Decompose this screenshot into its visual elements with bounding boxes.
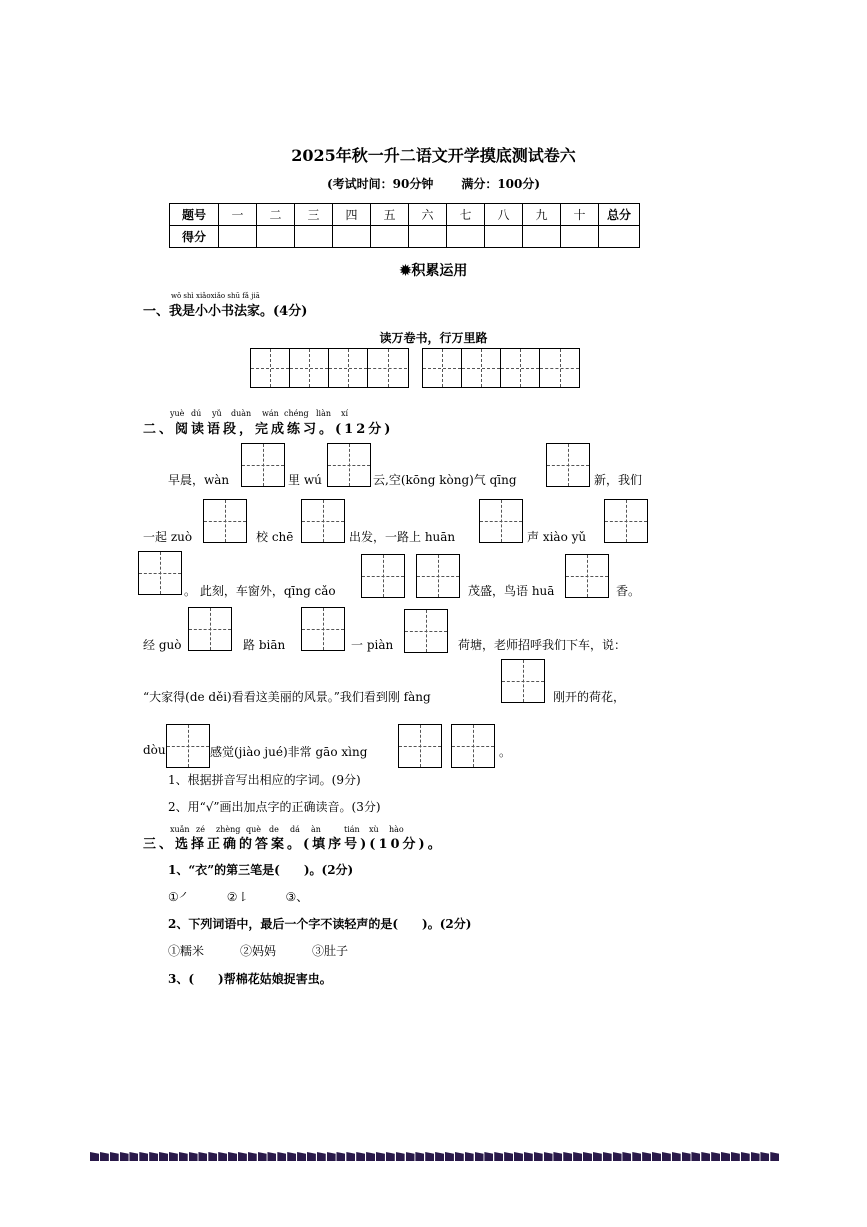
q3-item-2-options: ①糯米 ②妈妈 ③肚子 (168, 944, 349, 958)
q3-pinyin-6: dá (290, 825, 300, 834)
passage-text: 感觉(jiào jué)非常 gāo xìng (210, 745, 368, 759)
copy-grid-right[interactable] (422, 348, 580, 388)
score-table-header-row (170, 204, 640, 226)
copy-text: 读万卷书，行万里路 (379, 331, 488, 345)
answer-grid-box[interactable] (361, 554, 405, 598)
answer-grid-box[interactable] (301, 607, 345, 651)
q2-pinyin-5: wán (262, 409, 279, 418)
answer-grid-box[interactable] (188, 607, 232, 651)
passage-text: 香。 (616, 584, 641, 598)
score-table-cell: 十 (561, 204, 599, 226)
copy-cell[interactable] (368, 349, 407, 387)
q2-pinyin-8: xí (341, 409, 349, 418)
passage-text: 里 wú (288, 473, 322, 487)
section-title-text: 积累运用 (411, 263, 468, 279)
answer-grid-box[interactable] (416, 554, 460, 598)
q3-item-3-stem: 3、( )帮棉花姑娘捉害虫。 (168, 972, 332, 986)
score-input-cell[interactable] (371, 226, 409, 248)
copy-cell[interactable] (540, 349, 579, 387)
q2-pinyin-3: yǔ (212, 409, 222, 418)
answer-grid-box[interactable] (565, 554, 609, 598)
passage-text: 声 xiào yǔ (527, 530, 587, 544)
answer-grid-box[interactable] (479, 499, 523, 543)
answer-grid-box[interactable] (166, 724, 210, 768)
score-table-cell: 二 (257, 204, 295, 226)
passage-text: 。 (499, 745, 512, 759)
score-table (169, 203, 640, 248)
q3-item-1-stem: 1、“衣”的第三笔是( )。(2分) (168, 863, 354, 877)
answer-grid-box[interactable] (604, 499, 648, 543)
score-input-cell[interactable] (333, 226, 371, 248)
passage-text: 。 此刻，车窗外，qīng cǎo (184, 584, 336, 598)
score-table-cell: 题号 (170, 204, 219, 226)
score-table-cell: 一 (219, 204, 257, 226)
q2-pinyin-7: liàn (316, 409, 332, 418)
passage-text: 新，我们 (594, 473, 643, 487)
answer-grid-box[interactable] (203, 499, 247, 543)
passage-text: dòu (143, 743, 166, 757)
q3-title: 三、选择正确的答案。(填序号)(10分)。 (143, 837, 444, 852)
answer-grid-box[interactable] (404, 609, 448, 653)
copy-cell[interactable] (423, 349, 462, 387)
q2-pinyin-1: yuè (170, 409, 185, 418)
section-marker-icon: ✹ (399, 263, 412, 279)
q1-pinyin: wǒ shì xiǎoxiǎo shū fǎ jiā (171, 292, 260, 300)
score-table-cell: 七 (447, 204, 485, 226)
passage-text: 云,空(kōng kòng)气 qīng (373, 473, 517, 487)
score-input-cell[interactable] (257, 226, 295, 248)
score-table-cell: 八 (485, 204, 523, 226)
q3-pinyin-2: zé (196, 825, 205, 834)
section-title (0, 260, 867, 280)
answer-grid-box[interactable] (301, 499, 345, 543)
passage-text: 早晨，wàn (168, 473, 230, 487)
passage-text: 一 piàn (351, 638, 394, 652)
passage-text: 出发，一路上 huān (349, 530, 456, 544)
q3-pinyin-1: xuǎn (170, 825, 190, 834)
q3-item-1-options: ①㇒ ②㇙ ③、 (168, 890, 309, 904)
passage-text: 经 guò (143, 638, 182, 652)
score-table-cell: 五 (371, 204, 409, 226)
answer-grid-box[interactable] (501, 659, 545, 703)
q3-pinyin-7: àn (311, 825, 321, 834)
score-table-score-row (170, 226, 640, 248)
q2-pinyin-4: duàn (231, 409, 252, 418)
q2-title: 二、阅读语段，完成练习。(12分) (143, 422, 394, 437)
score-input-cell[interactable] (219, 226, 257, 248)
score-input-cell[interactable] (485, 226, 523, 248)
q3-pinyin-9: xù (369, 825, 379, 834)
decorative-footer-border (90, 1152, 780, 1164)
q2-subquestion-1: 1、根据拼音写出相应的字词。(9分) (168, 773, 361, 787)
q3-pinyin-4: què (246, 825, 262, 834)
answer-grid-box[interactable] (398, 724, 442, 768)
copy-cell[interactable] (329, 349, 368, 387)
score-table-cell: 三 (295, 204, 333, 226)
copy-cell[interactable] (290, 349, 329, 387)
score-row-label: 得分 (170, 226, 219, 248)
copy-cell[interactable] (251, 349, 290, 387)
copy-cell[interactable] (462, 349, 501, 387)
score-table-cell: 六 (409, 204, 447, 226)
passage-text: “大家得(de děi)看看这美丽的风景。”我们看到刚 fàng (143, 690, 431, 704)
answer-grid-box[interactable] (451, 724, 495, 768)
passage-text: 一起 zuò (143, 530, 193, 544)
score-table-cell: 总分 (599, 204, 640, 226)
answer-grid-box[interactable] (241, 443, 285, 487)
answer-grid-box[interactable] (138, 551, 182, 595)
score-table-cell: 九 (523, 204, 561, 226)
score-input-cell[interactable] (561, 226, 599, 248)
passage-text: 路 biān (243, 638, 286, 652)
q3-item-2-stem: 2、下列词语中，最后一个字不读轻声的是( )。(2分) (168, 917, 472, 931)
q2-pinyin-2: dú (191, 409, 202, 418)
exam-total-score: 满分：100分) (461, 177, 541, 191)
exam-time: (考试时间：90分钟 (326, 177, 434, 191)
passage-text: 荷塘，老师招呼我们下车，说： (458, 638, 627, 652)
answer-grid-box[interactable] (327, 443, 371, 487)
exam-title: 2025年秋一升二语文开学摸底测试卷六 (291, 146, 576, 165)
copy-grid-left[interactable] (250, 348, 409, 388)
q3-pinyin-5: de (269, 825, 279, 834)
q2-pinyin-6: chéng (284, 409, 309, 418)
score-input-cell[interactable] (295, 226, 333, 248)
exam-subtitle (0, 175, 867, 192)
score-input-cell[interactable] (599, 226, 640, 248)
score-input-cell[interactable] (523, 226, 561, 248)
answer-grid-box[interactable] (546, 443, 590, 487)
copy-cell[interactable] (501, 349, 540, 387)
q1-title: 一、我是小小书法家。(4分) (143, 304, 308, 319)
q3-pinyin-8: tián (344, 825, 360, 834)
q2-subquestion-2: 2、用“√”画出加点字的正确读音。(3分) (168, 800, 381, 814)
passage-text: 刚开的荷花， (553, 690, 626, 704)
q3-pinyin-3: zhèng (216, 825, 241, 834)
score-table-cell: 四 (333, 204, 371, 226)
passage-text: 校 chē (256, 530, 294, 544)
passage-text: 茂盛，鸟语 huā (468, 584, 555, 598)
score-input-cell[interactable] (409, 226, 447, 248)
score-input-cell[interactable] (447, 226, 485, 248)
q3-pinyin-10: hào (389, 825, 404, 834)
passage-text (373, 471, 517, 488)
